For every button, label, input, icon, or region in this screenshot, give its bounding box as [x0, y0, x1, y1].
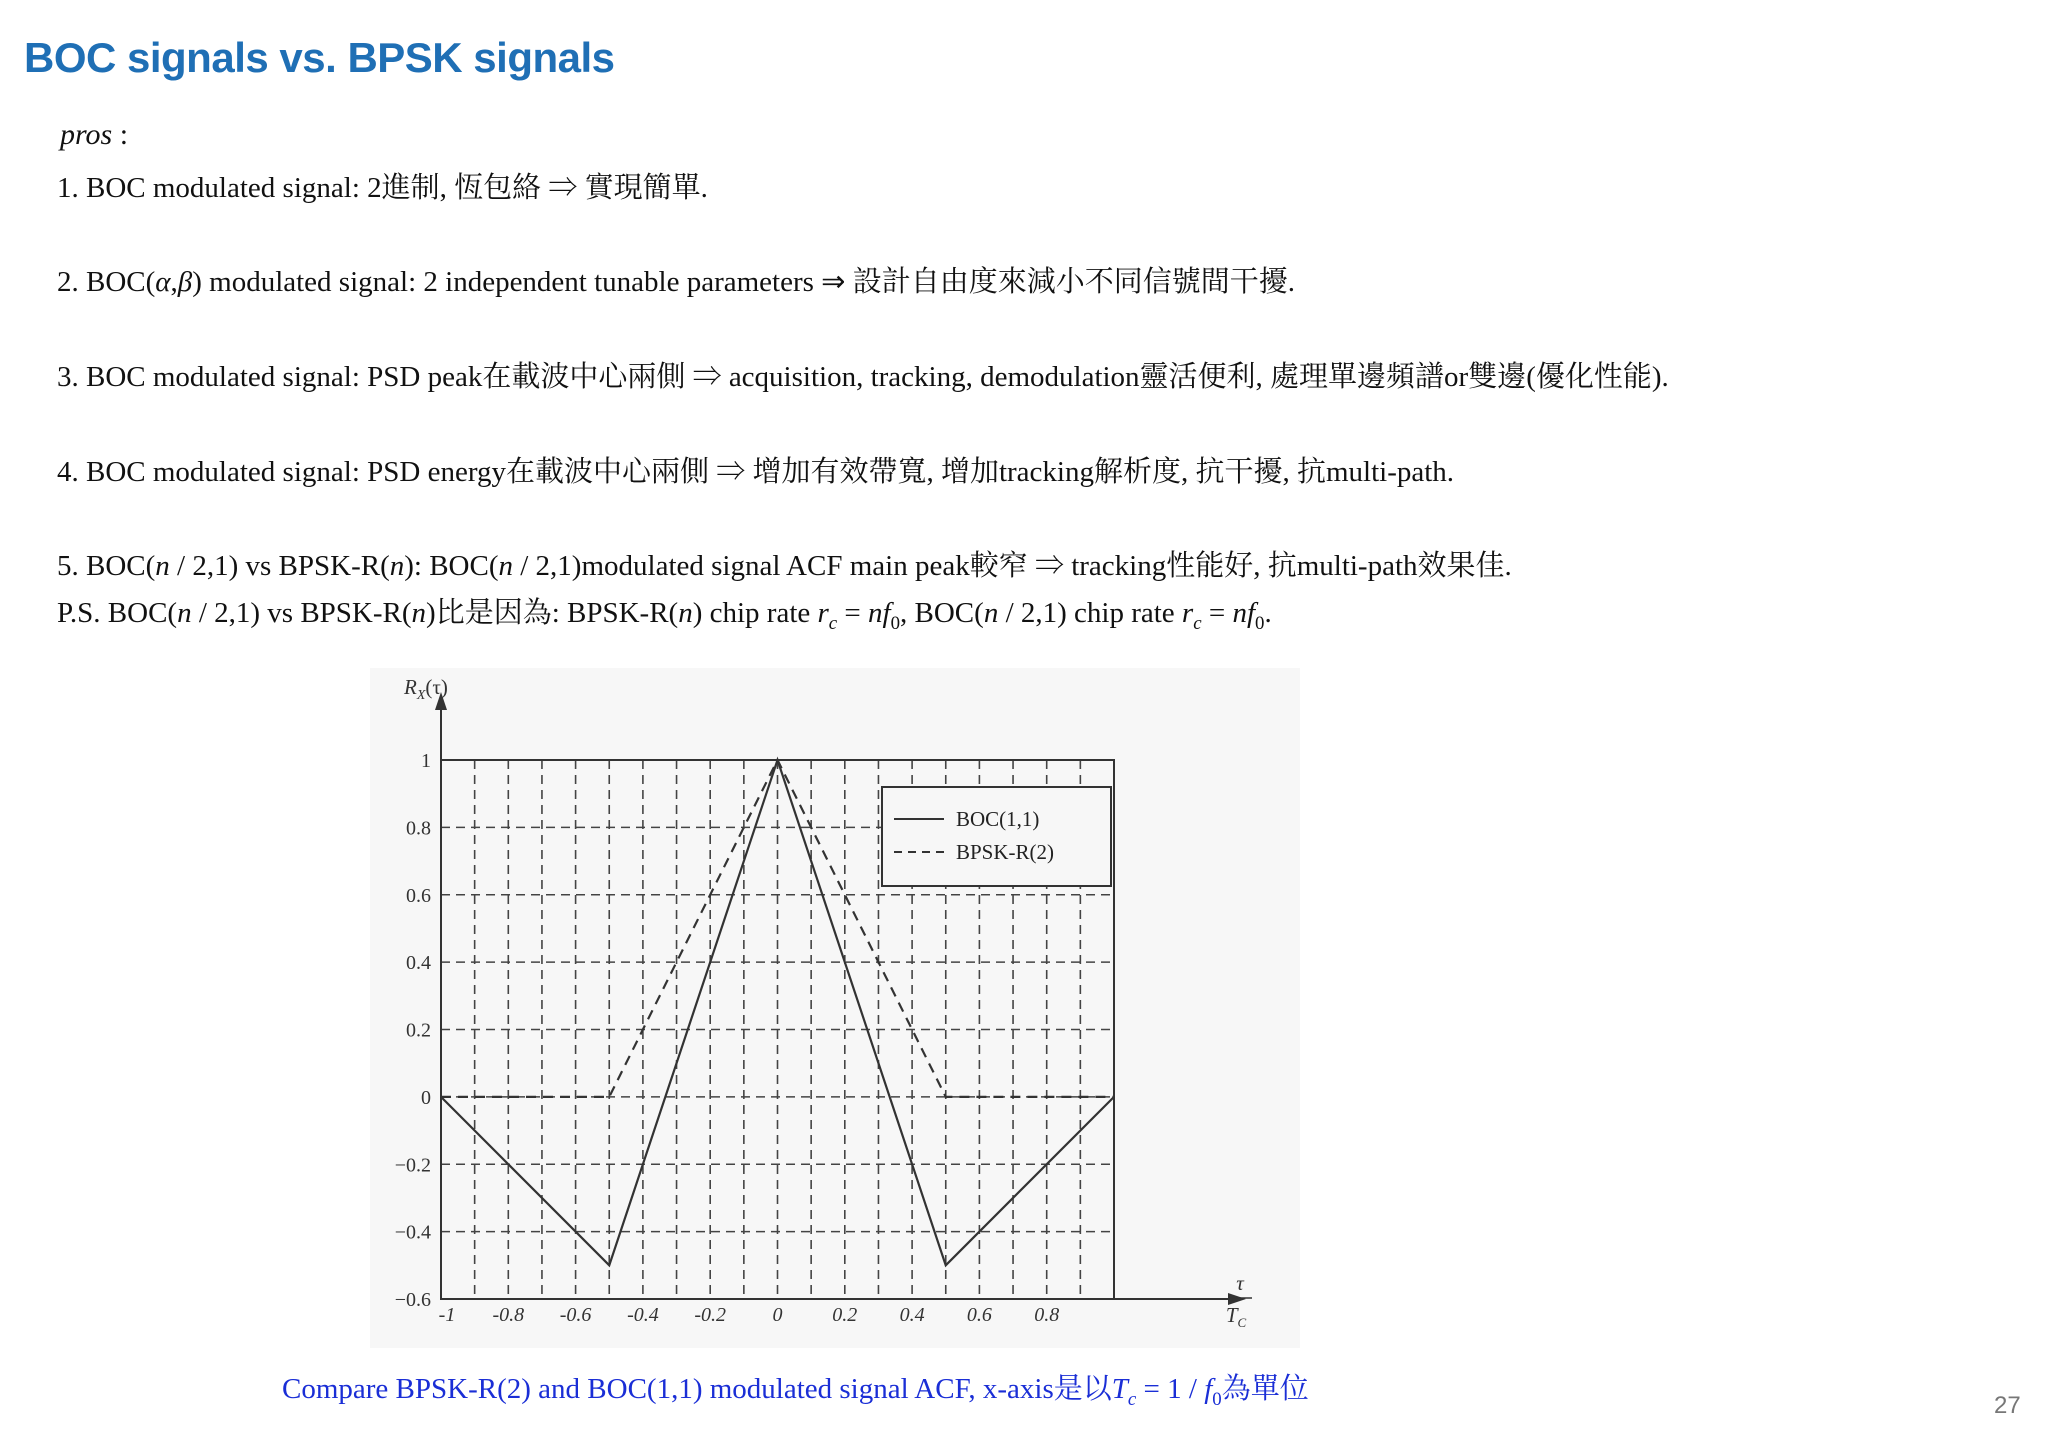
y-tick-label: 0.6	[406, 884, 431, 907]
x-axis-label-denominator: $T_C$	[1225, 1303, 1247, 1330]
x-tick-label: 0.8	[1034, 1304, 1060, 1326]
y-tick-label: 0	[421, 1086, 431, 1109]
x-tick-label: 0.6	[966, 1304, 992, 1326]
x-tick-label: -0.6	[559, 1304, 592, 1326]
y-tick-label: −0.4	[394, 1221, 431, 1244]
x-tick-label: 0	[772, 1304, 783, 1326]
x-tick-label: -0.8	[492, 1304, 525, 1326]
pros-label: pros :	[60, 118, 129, 151]
y-tick-label: −0.2	[394, 1154, 431, 1177]
chart-caption: Compare BPSK-R(2) and BOC(1,1) modulated signal ACF, x-axis是以$T_c = 1 / f_0$為單位	[282, 1373, 1309, 1410]
pros-item-5: 5. BOC(n / 2,1) vs BPSK-R(n): BOC(n / 2,1)modulated signal ACF main peak較窄 ⇒ tracking性能好, 抗multi-path效果佳.	[57, 550, 1512, 582]
x-tick-label: 0.2	[832, 1304, 858, 1326]
y-axis-label: $R_X(\tau)$	[404, 675, 448, 703]
legend-label: BOC(1,1)	[956, 807, 1040, 831]
y-tick-label: 0.2	[406, 1019, 431, 1042]
pros-item-3: 3. BOC modulated signal: PSD peak在載波中心兩側 ⇒ acquisition, tracking, demodulation靈活便利, 處理單邊頻譜or雙邊(優化性能).	[57, 361, 1669, 393]
page-number: 27	[1994, 1392, 2021, 1419]
y-tick-label: 0.8	[406, 817, 431, 840]
acf-chart	[370, 668, 1300, 1348]
pros-item-4: 4. BOC modulated signal: PSD energy在載波中心兩側 ⇒ 增加有效帶寬, 增加tracking解析度, 抗干擾, 抗multi-path.	[57, 456, 1455, 488]
pros-item-2: 2. BOC(α,β) modulated signal: 2 independent tunable parameters ⇒ 設計自由度來減小不同信號間干擾.	[57, 266, 1295, 298]
x-axis-label-numerator: τ	[1236, 1271, 1244, 1295]
slide-title: BOC signals vs. BPSK signals	[24, 34, 615, 81]
y-tick-label: 1	[421, 750, 431, 772]
x-tick-label: -0.4	[627, 1304, 659, 1326]
y-tick-label: −0.6	[394, 1289, 431, 1311]
legend-box	[882, 787, 1111, 886]
x-tick-label: -0.2	[694, 1304, 727, 1326]
pros-item-1: 1. BOC modulated signal: 2進制, 恆包絡 ⇒ 實現簡單.	[57, 172, 708, 204]
x-tick-label: -1	[438, 1304, 456, 1326]
y-tick-label: 0.4	[406, 952, 431, 975]
ps-note: P.S. BOC(n / 2,1) vs BPSK-R(n)比是因為: BPSK-R(n) chip rate $r_c = nf_0$, BOC(n / 2,1) chip rate $r_c = nf_0$.	[57, 597, 1272, 634]
x-tick-label: 0.4	[899, 1304, 925, 1326]
legend-label: BPSK-R(2)	[956, 840, 1055, 864]
